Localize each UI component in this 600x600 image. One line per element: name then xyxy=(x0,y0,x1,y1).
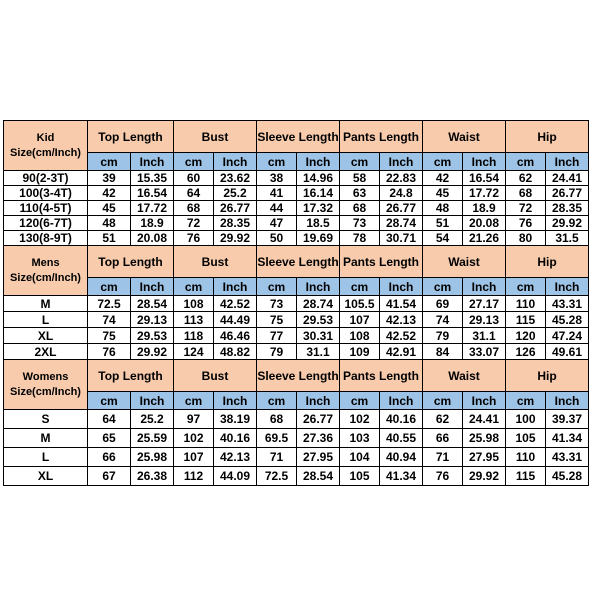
measurement-value: 79 xyxy=(423,328,463,344)
measurement-header: Pants Length xyxy=(340,360,423,392)
unit-label: Inch xyxy=(131,278,174,296)
measurement-value: 66 xyxy=(88,448,131,467)
section-title: Mens xyxy=(31,256,60,269)
measurement-value: 18.9 xyxy=(463,201,506,216)
unit-label: Inch xyxy=(131,392,174,410)
measurement-value: 68 xyxy=(340,201,380,216)
measurement-value: 26.77 xyxy=(380,201,423,216)
table-row xyxy=(4,296,589,312)
measurement-header: Sleeve Length xyxy=(257,360,340,392)
measurement-value: 29.92 xyxy=(463,467,506,486)
measurement-header: Hip xyxy=(506,121,589,153)
measurement-value: 25.98 xyxy=(131,448,174,467)
measurement-header: Waist xyxy=(423,360,506,392)
measurement-value: 110 xyxy=(506,448,546,467)
measurement-value: 40.55 xyxy=(380,429,423,448)
measurement-value: 60 xyxy=(174,171,214,186)
measurement-value: 20.08 xyxy=(131,231,174,246)
measurement-header: Waist xyxy=(423,246,506,278)
measurement-value: 84 xyxy=(423,344,463,360)
unit-row xyxy=(4,392,589,410)
measurement-value: 28.54 xyxy=(297,467,340,486)
size-label: S xyxy=(4,410,88,429)
measurement-value: 112 xyxy=(174,467,214,486)
table-row xyxy=(4,410,589,429)
unit-label: Inch xyxy=(214,278,257,296)
measurement-value: 16.54 xyxy=(131,186,174,201)
measurement-value: 17.72 xyxy=(131,201,174,216)
size-chart-body xyxy=(4,121,589,486)
measurement-value: 51 xyxy=(88,231,131,246)
measurement-value: 107 xyxy=(340,312,380,328)
measurement-value: 19.69 xyxy=(297,231,340,246)
measurement-value: 45.28 xyxy=(546,312,589,328)
measurement-value: 113 xyxy=(174,312,214,328)
measurement-value: 72 xyxy=(506,201,546,216)
measurement-value: 42.13 xyxy=(380,312,423,328)
measurement-value: 108 xyxy=(174,296,214,312)
measurement-value: 41.34 xyxy=(380,467,423,486)
unit-label: cm xyxy=(174,278,214,296)
measurement-value: 76 xyxy=(423,467,463,486)
size-label: 120(6-7T) xyxy=(4,216,88,231)
measurement-value: 31.5 xyxy=(546,231,589,246)
measurement-value: 41 xyxy=(257,186,297,201)
size-label: 110(4-5T) xyxy=(4,201,88,216)
measurement-value: 40.94 xyxy=(380,448,423,467)
unit-label: cm xyxy=(340,153,380,171)
measurement-value: 25.2 xyxy=(131,410,174,429)
measurement-value: 67 xyxy=(88,467,131,486)
measurement-value: 26.77 xyxy=(297,410,340,429)
section-unit-caption: Size(cm/Inch) xyxy=(10,271,81,284)
unit-label: cm xyxy=(340,278,380,296)
measurement-value: 73 xyxy=(257,296,297,312)
section-header-row xyxy=(4,360,589,392)
measurement-value: 74 xyxy=(423,312,463,328)
section-unit-caption: Size(cm/Inch) xyxy=(10,385,81,398)
measurement-header: Hip xyxy=(506,360,589,392)
measurement-value: 105 xyxy=(506,429,546,448)
measurement-value: 28.74 xyxy=(297,296,340,312)
measurement-value: 107 xyxy=(174,448,214,467)
measurement-value: 110 xyxy=(506,296,546,312)
measurement-value: 44.49 xyxy=(214,312,257,328)
measurement-value: 54 xyxy=(423,231,463,246)
measurement-value: 75 xyxy=(257,312,297,328)
size-label: 130(8-9T) xyxy=(4,231,88,246)
measurement-value: 50 xyxy=(257,231,297,246)
table-row xyxy=(4,448,589,467)
measurement-value: 39 xyxy=(88,171,131,186)
measurement-value: 72.5 xyxy=(88,296,131,312)
size-label: M xyxy=(4,429,88,448)
measurement-value: 15.35 xyxy=(131,171,174,186)
measurement-value: 115 xyxy=(506,467,546,486)
measurement-header: Pants Length xyxy=(340,246,423,278)
measurement-header: Sleeve Length xyxy=(257,121,340,153)
measurement-value: 102 xyxy=(340,410,380,429)
measurement-value: 26.77 xyxy=(214,201,257,216)
measurement-value: 42.13 xyxy=(214,448,257,467)
measurement-value: 21.26 xyxy=(463,231,506,246)
unit-label: Inch xyxy=(546,153,589,171)
measurement-value: 105 xyxy=(340,467,380,486)
measurement-value: 17.32 xyxy=(297,201,340,216)
unit-label: Inch xyxy=(546,278,589,296)
measurement-value: 72 xyxy=(174,216,214,231)
unit-label: cm xyxy=(257,392,297,410)
measurement-value: 45 xyxy=(423,186,463,201)
measurement-value: 80 xyxy=(506,231,546,246)
measurement-value: 71 xyxy=(257,448,297,467)
measurement-value: 64 xyxy=(174,186,214,201)
table-row xyxy=(4,467,589,486)
measurement-value: 62 xyxy=(506,171,546,186)
unit-label: cm xyxy=(174,392,214,410)
unit-label: cm xyxy=(506,392,546,410)
measurement-header: Bust xyxy=(174,246,257,278)
measurement-value: 68 xyxy=(257,410,297,429)
measurement-value: 46.46 xyxy=(214,328,257,344)
measurement-value: 58 xyxy=(340,171,380,186)
table-row xyxy=(4,216,589,231)
measurement-value: 14.96 xyxy=(297,171,340,186)
measurement-value: 47 xyxy=(257,216,297,231)
measurement-value: 29.92 xyxy=(546,216,589,231)
measurement-value: 78 xyxy=(340,231,380,246)
measurement-value: 73 xyxy=(340,216,380,231)
measurement-value: 97 xyxy=(174,410,214,429)
table-row xyxy=(4,312,589,328)
measurement-value: 42.91 xyxy=(380,344,423,360)
measurement-value: 18.5 xyxy=(297,216,340,231)
measurement-value: 115 xyxy=(506,312,546,328)
measurement-value: 31.1 xyxy=(463,328,506,344)
measurement-value: 43.31 xyxy=(546,296,589,312)
size-label: XL xyxy=(4,467,88,486)
measurement-value: 29.13 xyxy=(463,312,506,328)
measurement-header: Waist xyxy=(423,121,506,153)
measurement-value: 51 xyxy=(423,216,463,231)
unit-label: cm xyxy=(88,153,131,171)
unit-label: Inch xyxy=(380,153,423,171)
measurement-header: Top Length xyxy=(88,246,174,278)
unit-label: cm xyxy=(88,392,131,410)
measurement-header: Hip xyxy=(506,246,589,278)
measurement-value: 62 xyxy=(423,410,463,429)
measurement-value: 104 xyxy=(340,448,380,467)
measurement-value: 33.07 xyxy=(463,344,506,360)
unit-label: cm xyxy=(174,153,214,171)
measurement-value: 23.62 xyxy=(214,171,257,186)
measurement-value: 42.52 xyxy=(214,296,257,312)
measurement-value: 27.95 xyxy=(297,448,340,467)
unit-label: Inch xyxy=(380,278,423,296)
measurement-value: 120 xyxy=(506,328,546,344)
table-row xyxy=(4,231,589,246)
measurement-value: 16.54 xyxy=(463,171,506,186)
measurement-value: 28.74 xyxy=(380,216,423,231)
measurement-value: 75 xyxy=(88,328,131,344)
unit-label: Inch xyxy=(297,392,340,410)
unit-label: cm xyxy=(423,278,463,296)
measurement-value: 79 xyxy=(257,344,297,360)
measurement-value: 47.24 xyxy=(546,328,589,344)
size-label: L xyxy=(4,312,88,328)
measurement-header: Pants Length xyxy=(340,121,423,153)
table-row xyxy=(4,429,589,448)
measurement-value: 72.5 xyxy=(257,467,297,486)
measurement-value: 100 xyxy=(506,410,546,429)
table-row xyxy=(4,171,589,186)
size-label: XL xyxy=(4,328,88,344)
measurement-value: 39.37 xyxy=(546,410,589,429)
measurement-value: 29.53 xyxy=(297,312,340,328)
measurement-value: 44 xyxy=(257,201,297,216)
measurement-value: 45 xyxy=(88,201,131,216)
measurement-value: 17.72 xyxy=(463,186,506,201)
measurement-header: Top Length xyxy=(88,121,174,153)
section-size-label xyxy=(4,246,88,296)
measurement-value: 16.14 xyxy=(297,186,340,201)
measurement-value: 38.19 xyxy=(214,410,257,429)
measurement-value: 27.36 xyxy=(297,429,340,448)
section-size-label xyxy=(4,360,88,410)
measurement-value: 118 xyxy=(174,328,214,344)
measurement-value: 66 xyxy=(423,429,463,448)
section-unit-caption: Size(cm/Inch) xyxy=(10,146,81,159)
table-row xyxy=(4,344,589,360)
measurement-header: Top Length xyxy=(88,360,174,392)
unit-label: Inch xyxy=(297,153,340,171)
measurement-value: 25.98 xyxy=(463,429,506,448)
measurement-value: 109 xyxy=(340,344,380,360)
measurement-value: 40.16 xyxy=(214,429,257,448)
section-title: Womens xyxy=(22,370,69,383)
measurement-value: 49.61 xyxy=(546,344,589,360)
section-size-label xyxy=(4,121,88,171)
measurement-value: 41.34 xyxy=(546,429,589,448)
measurement-value: 40.16 xyxy=(380,410,423,429)
measurement-value: 102 xyxy=(174,429,214,448)
unit-label: cm xyxy=(423,392,463,410)
size-label: 2XL xyxy=(4,344,88,360)
measurement-value: 74 xyxy=(88,312,131,328)
unit-label: Inch xyxy=(463,278,506,296)
unit-row xyxy=(4,278,589,296)
unit-label: Inch xyxy=(131,153,174,171)
unit-label: cm xyxy=(340,392,380,410)
section-header-row xyxy=(4,121,589,153)
size-label: L xyxy=(4,448,88,467)
measurement-value: 24.41 xyxy=(463,410,506,429)
measurement-value: 22.83 xyxy=(380,171,423,186)
measurement-value: 20.08 xyxy=(463,216,506,231)
measurement-value: 43.31 xyxy=(546,448,589,467)
measurement-value: 26.38 xyxy=(131,467,174,486)
measurement-value: 105.5 xyxy=(340,296,380,312)
measurement-value: 48 xyxy=(423,201,463,216)
measurement-value: 41.54 xyxy=(380,296,423,312)
table-row xyxy=(4,328,589,344)
measurement-value: 76 xyxy=(506,216,546,231)
measurement-value: 103 xyxy=(340,429,380,448)
measurement-value: 27.17 xyxy=(463,296,506,312)
measurement-value: 38 xyxy=(257,171,297,186)
measurement-value: 108 xyxy=(340,328,380,344)
measurement-value: 68 xyxy=(174,201,214,216)
measurement-value: 24.41 xyxy=(546,171,589,186)
measurement-value: 28.35 xyxy=(214,216,257,231)
section-header-row xyxy=(4,246,589,278)
measurement-value: 42.52 xyxy=(380,328,423,344)
unit-label: cm xyxy=(423,153,463,171)
measurement-value: 63 xyxy=(340,186,380,201)
measurement-value: 42 xyxy=(423,171,463,186)
measurement-value: 69 xyxy=(423,296,463,312)
measurement-value: 30.31 xyxy=(297,328,340,344)
measurement-value: 29.53 xyxy=(131,328,174,344)
measurement-value: 29.13 xyxy=(131,312,174,328)
measurement-value: 31.1 xyxy=(297,344,340,360)
measurement-value: 24.8 xyxy=(380,186,423,201)
unit-label: cm xyxy=(257,278,297,296)
measurement-value: 27.95 xyxy=(463,448,506,467)
measurement-value: 68 xyxy=(506,186,546,201)
measurement-value: 28.54 xyxy=(131,296,174,312)
unit-label: Inch xyxy=(380,392,423,410)
size-label: 90(2-3T) xyxy=(4,171,88,186)
measurement-value: 48 xyxy=(88,216,131,231)
section-title: Kid xyxy=(36,131,55,144)
size-chart-table xyxy=(3,120,589,486)
unit-label: cm xyxy=(88,278,131,296)
measurement-value: 44.09 xyxy=(214,467,257,486)
unit-label: Inch xyxy=(463,392,506,410)
measurement-value: 76 xyxy=(88,344,131,360)
measurement-header: Bust xyxy=(174,121,257,153)
measurement-value: 45.28 xyxy=(546,467,589,486)
measurement-value: 48.82 xyxy=(214,344,257,360)
measurement-value: 77 xyxy=(257,328,297,344)
measurement-header: Bust xyxy=(174,360,257,392)
measurement-header: Sleeve Length xyxy=(257,246,340,278)
unit-label: cm xyxy=(257,153,297,171)
measurement-value: 71 xyxy=(423,448,463,467)
measurement-value: 64 xyxy=(88,410,131,429)
unit-label: Inch xyxy=(546,392,589,410)
table-row xyxy=(4,186,589,201)
measurement-value: 65 xyxy=(88,429,131,448)
measurement-value: 18.9 xyxy=(131,216,174,231)
measurement-value: 25.2 xyxy=(214,186,257,201)
measurement-value: 29.92 xyxy=(214,231,257,246)
size-label: M xyxy=(4,296,88,312)
unit-label: Inch xyxy=(297,278,340,296)
measurement-value: 126 xyxy=(506,344,546,360)
measurement-value: 69.5 xyxy=(257,429,297,448)
measurement-value: 30.71 xyxy=(380,231,423,246)
measurement-value: 42 xyxy=(88,186,131,201)
unit-label: cm xyxy=(506,278,546,296)
measurement-value: 124 xyxy=(174,344,214,360)
unit-label: cm xyxy=(506,153,546,171)
measurement-value: 29.92 xyxy=(131,344,174,360)
size-label: 100(3-4T) xyxy=(4,186,88,201)
measurement-value: 28.35 xyxy=(546,201,589,216)
unit-label: Inch xyxy=(463,153,506,171)
measurement-value: 25.59 xyxy=(131,429,174,448)
table-row xyxy=(4,201,589,216)
measurement-value: 76 xyxy=(174,231,214,246)
measurement-value: 26.77 xyxy=(546,186,589,201)
unit-label: Inch xyxy=(214,153,257,171)
unit-label: Inch xyxy=(214,392,257,410)
unit-row xyxy=(4,153,589,171)
